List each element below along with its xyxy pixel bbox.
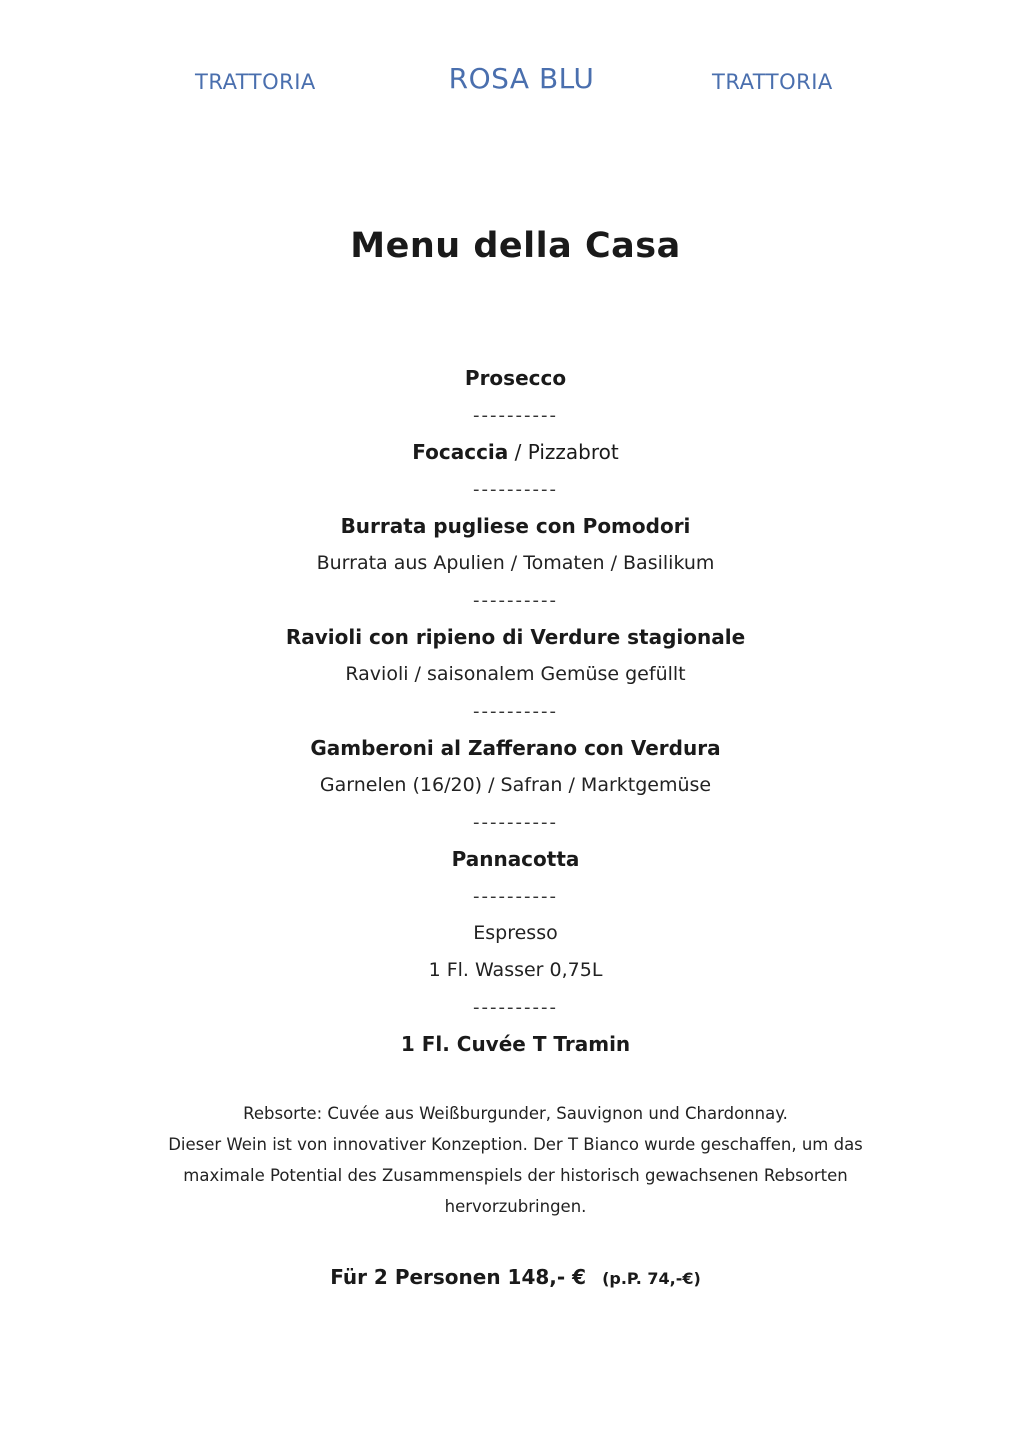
restaurant-name-text: ROSA BLU xyxy=(448,62,595,95)
course-gamberoni xyxy=(0,730,1031,767)
course-focaccia-name: Focaccia xyxy=(412,440,509,464)
wine-description-line-1: Rebsorte: Cuvée aus Weißburgunder, Sauvignon und Chardonnay. xyxy=(243,1104,788,1123)
course-prosecco-name: Prosecco xyxy=(464,366,567,390)
course-ravioli-description: Ravioli / saisonalem Gemüse gefüllt xyxy=(345,663,686,685)
menu-courses xyxy=(0,360,1031,1063)
course-burrata-name: Burrata pugliese con Pomodori xyxy=(340,514,691,538)
separator: ---------- xyxy=(473,886,558,907)
course-gamberoni-description: Garnelen (16/20) / Safran / Marktgemüse xyxy=(319,774,712,796)
course-focaccia-slash: / xyxy=(508,440,528,464)
course-focaccia xyxy=(0,434,1031,471)
header-left-label: TRATTORIA xyxy=(195,70,316,94)
course-gamberoni-name: Gamberoni al Zafferano con Verdura xyxy=(310,736,721,760)
separator: ---------- xyxy=(473,479,558,500)
price-total: Für 2 Personen 148,- € xyxy=(330,1265,587,1289)
course-ravioli xyxy=(0,619,1031,656)
price-line xyxy=(0,1265,1031,1289)
menu-title xyxy=(0,226,1031,266)
wine-description xyxy=(110,1098,921,1222)
menu-title-text: Menu della Casa xyxy=(350,226,681,266)
course-pannacotta xyxy=(0,841,1031,878)
separator: ---------- xyxy=(473,405,558,426)
restaurant-name xyxy=(0,62,1031,95)
course-wine-name: 1 Fl. Cuvée T Tramin xyxy=(400,1032,631,1056)
course-ravioli-name: Ravioli con ripieno di Verdure stagionale xyxy=(285,625,746,649)
separator: ---------- xyxy=(473,590,558,611)
course-burrata-description: Burrata aus Apulien / Tomaten / Basilikum xyxy=(316,552,715,574)
header xyxy=(0,62,1031,102)
wine-description-line-3: maximale Potential des Zusammenspiels der historisch gewachsenen Rebsorten xyxy=(183,1166,848,1185)
separator: ---------- xyxy=(473,812,558,833)
course-focaccia-translation: Pizzabrot xyxy=(527,440,619,464)
course-wine xyxy=(0,1026,1031,1063)
separator: ---------- xyxy=(473,701,558,722)
course-burrata xyxy=(0,508,1031,545)
course-pannacotta-name: Pannacotta xyxy=(451,847,580,871)
course-prosecco xyxy=(0,360,1031,397)
course-wasser: 1 Fl. Wasser 0,75L xyxy=(428,959,603,981)
header-right-label: TRATTORIA xyxy=(712,70,833,94)
separator: ---------- xyxy=(473,997,558,1018)
price-per-person: (p.P. 74,-€) xyxy=(602,1269,701,1288)
wine-description-line-4: hervorzubringen. xyxy=(444,1197,587,1216)
course-espresso: Espresso xyxy=(473,922,558,944)
wine-description-line-2: Dieser Wein ist von innovativer Konzeption. Der T Bianco wurde geschaffen, um das xyxy=(168,1135,863,1154)
